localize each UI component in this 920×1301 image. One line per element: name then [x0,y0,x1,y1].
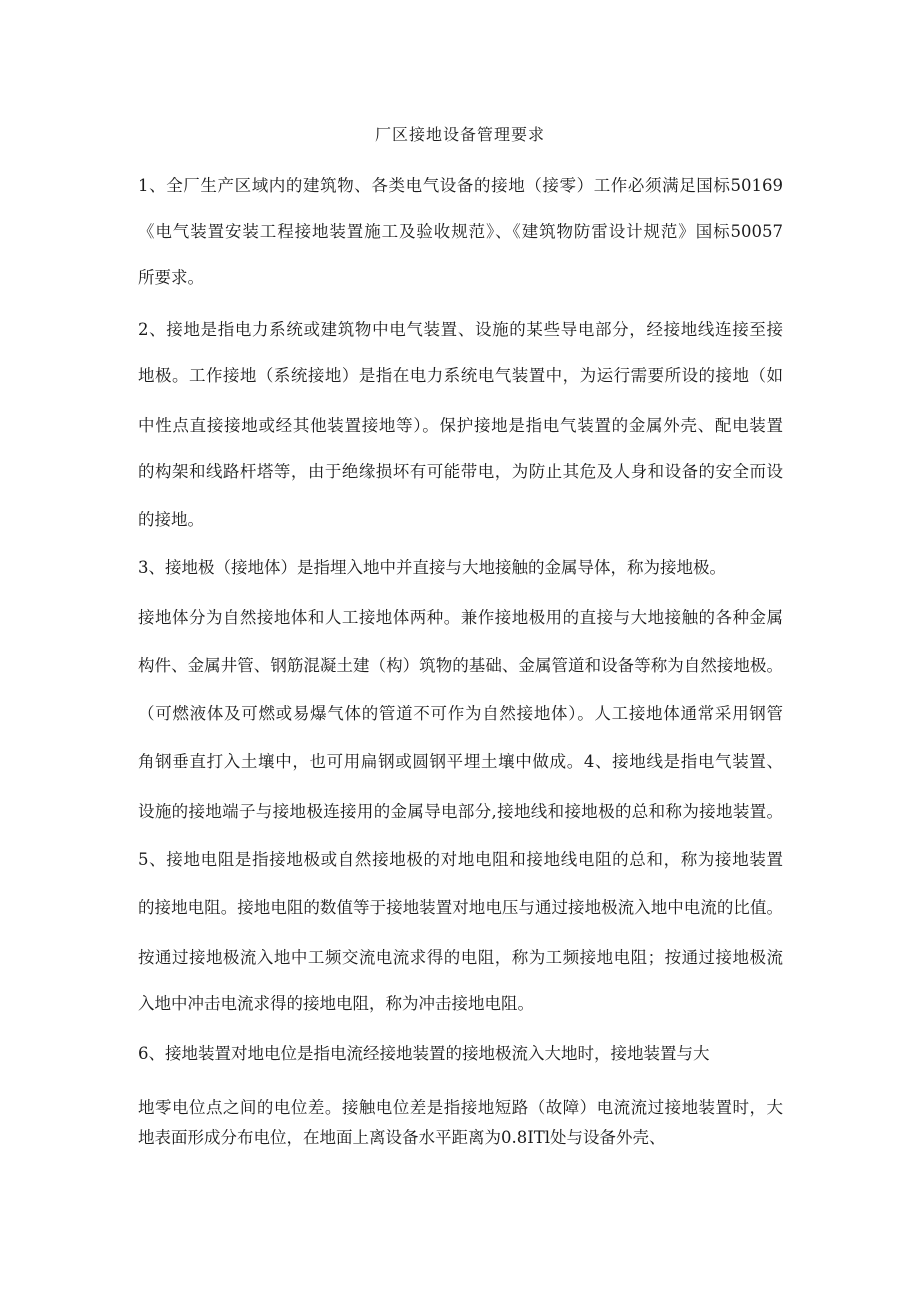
paragraph-line: 构件、金属井管、钢筋混凝土建（构）筑物的基础、金属管道和设备等称为自然接地极。 [138,656,783,675]
paragraph-line: 6、接地装置对地电位是指电流经接地装置的接地极流入大地时，接地装置与大 [138,1044,710,1063]
paragraph-line: 地极。工作接地（系统接地）是指在电力系统电气装置中，为运行需要所设的接地（如 [138,366,783,385]
paragraph-line: （可燃液体及可燃或易爆气体的管道不可作为自然接地体）。人工接地体通常采用钢管 [138,704,783,723]
paragraph-line: 的构架和线路杆塔等，由于绝缘损坏有可能带电，为防止其危及人身和设备的安全而设 [138,462,783,481]
paragraph-line: 5、接地电阻是指接地极或自然接地极的对地电阻和接地线电阻的总和，称为接地装置 [138,850,783,869]
paragraph-line: 的接地。 [138,510,204,529]
paragraph-line: 设施的接地端子与接地极连接用的金属导电部分,接地线和接地极的总和称为接地装置。 [138,802,783,821]
paragraph-line: 入地中冲击电流求得的接地电阻，称为冲击接地电阻。 [138,994,534,1013]
paragraph-line: 按通过接地极流入地中工频交流电流求得的电阻，称为工频接地电阻；按通过接地极流 [138,948,783,967]
paragraph-line: 2、接地是指电力系统或建筑物中电气装置、设施的某些导电部分，经接地线连接至接 [138,320,783,339]
paragraph-line: 1、全厂生产区域内的建筑物、各类电气设备的接地（接零）工作必须满足国标50169 [138,176,783,195]
paragraph-line: 所要求。 [138,268,204,287]
page-title: 厂区接地设备管理要求 [374,125,545,144]
paragraph-line: 地表面形成分布电位，在地面上离设备水平距离为0.8ITl处与设备外壳、 [138,1128,666,1147]
paragraph-line: 的接地电阻。接地电阻的数值等于接地装置对地电压与通过接地极流入地中电流的比值。 [138,898,783,917]
paragraph-line: 中性点直接接地或经其他装置接地等）。保护接地是指电气装置的金属外壳、配电装置 [138,416,783,435]
paragraph-line: 地零电位点之间的电位差。接触电位差是指接地短路（故障）电流流过接地装置时，大 [138,1098,783,1117]
paragraph-line: 接地体分为自然接地体和人工接地体两种。兼作接地极用的直接与大地接触的各种金属 [138,608,783,627]
paragraph-line: 角钢垂直打入土壤中，也可用扁钢或圆钢平埋土壤中做成。4、接地线是指电气装置、 [138,752,783,771]
paragraph-line: 《电气装置安装工程接地装置施工及验收规范》、《建筑物防雷设计规范》国标50057 [138,222,783,241]
paragraph-line: 3、接地极（接地体）是指埋入地中并直接与大地接触的金属导体，称为接地极。 [138,558,726,577]
